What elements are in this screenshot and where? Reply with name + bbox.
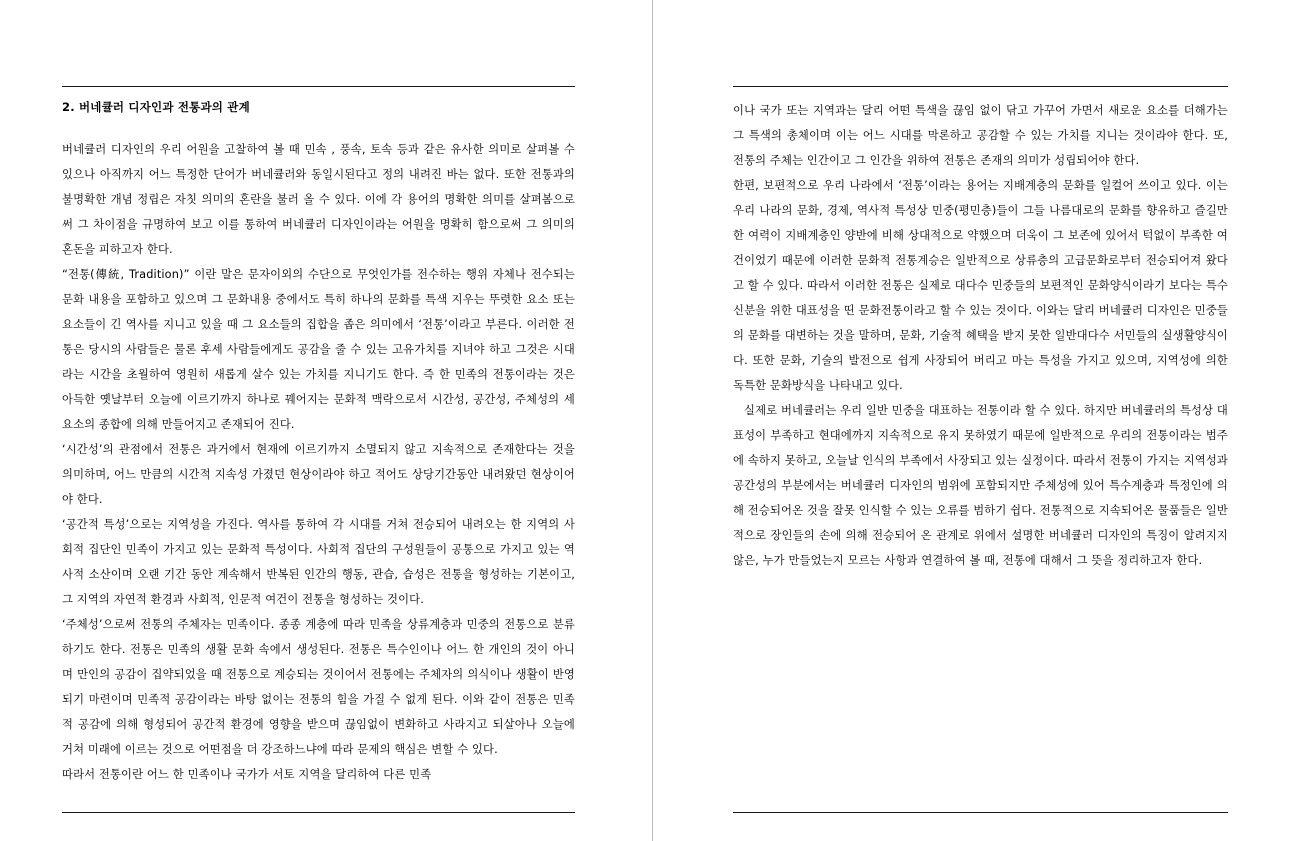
paragraph: ‘공간적 특성’으로는 지역성을 가진다. 역사를 통하여 각 시대를 거쳐 전승되어 내려오는 한 지역의 사회적 집단인 민족이 가지고 있는 문화적 특성이다. 사회적 집단의 구성원들이 공통으로 가지고 있는 역사적 소산이며 오랜 기간 동안 계속해서 반복된 인간의 행동, 관습, 습성은 전통을 형성하는 기본이고, 그 지역의 자연적 환경과 사회적, 인문적 여건이 전통을 형성하는 것이다.: [62, 518, 575, 607]
footer-rule-left: [62, 812, 575, 813]
header-rule-right: [733, 86, 1228, 87]
footer-rule-right: [733, 812, 1228, 813]
paragraph: ‘주체성’으로써 전통의 주체자는 민족이다. 종종 계층에 따라 민족을 상류계층과 민중의 전통으로 분류하기도 한다. 전통은 민족의 생활 문화 속에서 생성된다. 전통은 특수인이나 어느 한 개인의 것이 아니며 만인의 공감이 집약되었을 때 전통으로 계승되는 것이어서 전통에는 주체자의 의식이나 생활이 반영되기 마련이며 민족적 공감이라는 바탕 없이는 전통의 힘을 가질 수 없게 된다. 이와 같이 전통은 민족적 공감에 의해 형성되어 공간적 환경에 영향을 받으며 끊임없이 변화하고 사라지고 되살아나 오늘에 거쳐 미래에 이르는 것으로 어떤점을 더 강조하느냐에 따라 문제의 핵심은 변할 수 있다.: [62, 618, 575, 757]
header-rule-left: [62, 86, 575, 87]
right-body-text: [733, 98, 1228, 573]
paragraph: 버네큘러 디자인의 우리 어원을 고찰하여 볼 때 민속 , 풍속, 토속 등과 같은 유사한 의미로 살펴볼 수 있으나 아직까지 어느 특정한 단어가 버네큘러와 동일시된다고 정의 내려진 바는 없다. 또한 전통과의 불명확한 개념 정립은 자칫 의미의 혼란을 불러 올 수 있다. 이에 각 용어의 명확한 의미를 살펴봄으로써 그 차이점을 규명하여 보고 이를 통하여 버네큘러 디자인이라는 어원을 명확히 함으로써 그 의미의 혼돈을 피하고자 한다.: [62, 143, 575, 257]
section-heading: 2. 버네큘러 디자인과 전통과의 관계: [62, 100, 250, 114]
paragraph: 따라서 전통이란 어느 한 민족이나 국가가 서토 지역을 달리하여 다른 민족: [62, 768, 432, 782]
paragraph: ‘시간성’의 관점에서 전통은 과거에서 현재에 이르기까지 소멸되지 않고 지속적으로 존재한다는 것을 의미하며, 어느 만큼의 시간적 지속성 가졌던 현상이라야 하고 적어도 상당기간동안 내려왔던 현상이어야 한다.: [62, 443, 575, 507]
left-body-text: [62, 137, 575, 787]
page-right: [653, 0, 1306, 841]
paragraph: 한편, 보편적으로 우리 나라에서 ‘전통’이라는 용어는 지배계층의 문화를 일컬어 쓰이고 있다. 이는 우리 나라의 문화, 경제, 역사적 특성상 민중(평민층)들이 그들 나름대로의 문화를 향유하고 즐길만한 여력이 지배계층인 양반에 비해 상대적으로 약했으며 더욱이 그 보존에 있어서 턱없이 부족한 여건이었기 때문에 이러한 문화적 전통계승은 일반적으로 상류층의 고급문화로부터 전승되어져 왔다고 할 수 있다. 따라서 이러한 전통은 실제로 대다수 민중들의 보편적인 문화양식이라기 보다는 특수 신분을 위한 대표성을 띤 문화전통이라고 할 수 있는 것이다. 이와는 달리 버네큘러 디자인은 민중들의 문화를 대변하는 것을 말하며, 문화, 기술적 혜택을 받지 못한 일반대다수 서민들의 실생활양식이다. 또한 문화, 기술의 발전으로 쉽게 사장되어 버리고 마는 특성을 가지고 있으며, 지역성에 의한 독특한 문화방식을 나타내고 있다.: [733, 179, 1228, 392]
paragraph: “전통(傳統, Tradition)” 이란 말은 문자이외의 수단으로 무엇인가를 전수하는 행위 자체나 전수되는 문화 내용을 포함하고 있으며 그 문화내용 중에서도 특히 하나의 문화를 특색 지우는 뚜렷한 요소 또는 요소들이 긴 역사를 지니고 있을 때 그 요소들의 집합을 좁은 의미에서 ‘전통’이라고 부른다. 이러한 전통은 당시의 사람들은 물론 후세 사람들에게도 공감을 줄 수 있는 고유가치를 지녀야 하고 그것은 시대라는 시간을 초월하여 영원히 새롭게 살수 있는 가치를 지니기도 한다. 즉 한 민족의 전통이라는 것은 아득한 옛날부터 오늘에 이르기까지 하나로 꿰어지는 문화적 맥락으로서 시간성, 공간성, 주체성의 세 요소의 종합에 의해 만들어지고 존재되어 진다.: [62, 268, 575, 432]
page-right-content: [653, 0, 1306, 841]
paragraph: 실제로 버네큘러는 우리 일반 민중을 대표하는 전통이라 할 수 있다. 하지만 버네큘러의 특성상 대표성이 부족하고 현대에까지 지속적으로 유지 못하였기 때문에 일반적으로 우리의 전통이라는 범주에 속하지 못하고, 오늘날 인식의 부족에서 사장되고 있는 실정이다. 따라서 전통이 가지는 지역성과 공간성의 부분에서는 버네큘러 디자인의 범위에 포함되지만 주체성에 있어 특수계층과 특정인에 의해 전승되어온 것을 잘못 인식할 수 있는 오류를 범하기 쉽다. 전통적으로 지속되어온 물품들은 일반적으로 장인들의 손에 의해 전승되어 온 관계로 위에서 설명한 버네큘러 디자인의 특징이 알려지지 않은, 누가 만들었는지 모르는 사항과 연결하여 볼 때, 전통에 대해서 그 뜻을 정리하고자 한다.: [733, 404, 1228, 567]
paragraph: 이나 국가 또는 지역과는 달리 어떤 특색을 끊임 없이 닦고 가꾸어 가면서 새로운 요소를 더해가는 그 특색의 총체이며 이는 어느 시대를 막론하고 공감할 수 있는 가치를 지니는 것이라야 한다. 또, 전통의 주체는 인간이고 그 인간을 위하여 전통은 존재의 의미가 성립되어야 한다.: [733, 104, 1228, 167]
